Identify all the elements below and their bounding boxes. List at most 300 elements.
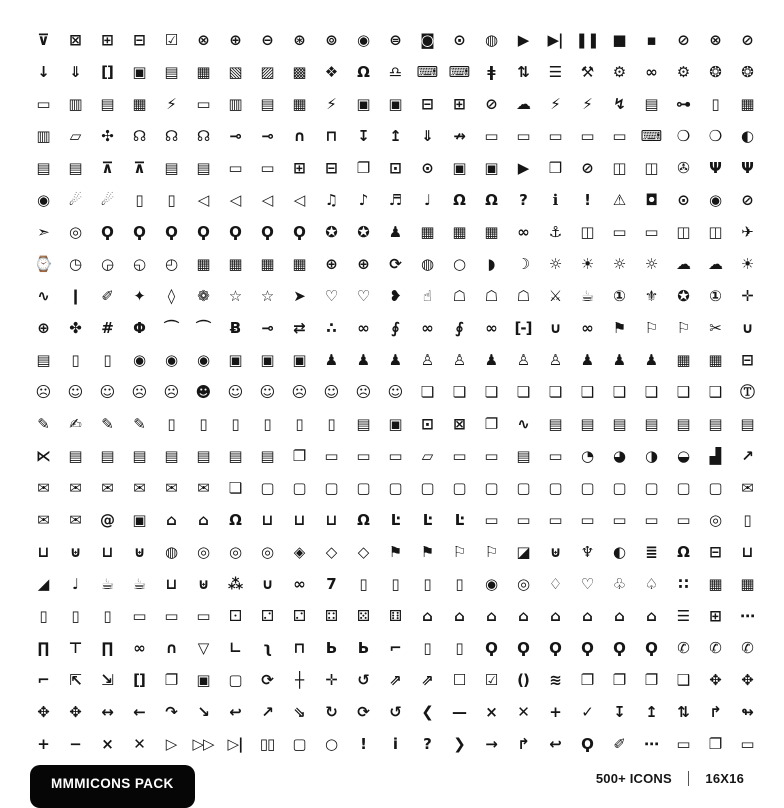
magnet-icon[interactable]: ∪ bbox=[741, 318, 753, 337]
shuffle-icon[interactable]: ↬ bbox=[741, 702, 753, 721]
repeat-icon[interactable]: ⇄ bbox=[293, 318, 305, 337]
mouse-2-icon[interactable]: ❍ bbox=[708, 126, 722, 145]
award-badge-icon[interactable]: ① bbox=[709, 286, 721, 305]
paperclip-icon[interactable]: ∮ bbox=[391, 318, 399, 337]
ellipsis-icon[interactable]: ⋯ bbox=[740, 606, 754, 625]
trash-icon[interactable]: ⊔ bbox=[37, 542, 49, 561]
expand-box-icon[interactable]: ⇱ bbox=[69, 670, 81, 689]
fast-forward-icon[interactable]: ▷▷ bbox=[192, 734, 214, 753]
mail-open-2-icon[interactable]: ✉ bbox=[69, 510, 81, 529]
archive-box-icon[interactable]: ⊟ bbox=[709, 542, 721, 561]
briefcase-icon[interactable]: ▣ bbox=[132, 510, 146, 529]
sock-icon[interactable]: ʅ bbox=[262, 638, 272, 657]
square-sort-icon[interactable]: ⇅ bbox=[517, 62, 529, 81]
square-sparkle-icon[interactable]: ❖ bbox=[324, 62, 338, 81]
wifi-icon[interactable]: ⌒ bbox=[195, 318, 210, 337]
cookie-icon[interactable]: ◍ bbox=[420, 254, 434, 273]
image-minus-icon[interactable]: ⊟ bbox=[325, 158, 337, 177]
check-icon[interactable]: ✓ bbox=[581, 702, 593, 721]
calendar-minus-icon[interactable]: ▦ bbox=[260, 254, 274, 273]
x-medium-icon[interactable]: ✕ bbox=[133, 734, 145, 753]
user-square-plus-icon[interactable]: ▣ bbox=[260, 350, 274, 369]
easel-2-icon[interactable]: ⊼ bbox=[133, 158, 145, 177]
globe-refresh-icon[interactable]: ⟳ bbox=[389, 254, 401, 273]
file-plus-2-icon[interactable]: ▯ bbox=[295, 414, 303, 433]
clock-minus-icon[interactable]: ◵ bbox=[132, 254, 146, 273]
card-heart-icon[interactable]: ▯ bbox=[391, 574, 399, 593]
die-four-icon[interactable]: ⚃ bbox=[324, 606, 338, 625]
square-arrow-down-icon[interactable]: ⇓ bbox=[69, 62, 81, 81]
trophy-icon[interactable]: ☕ bbox=[580, 286, 594, 305]
selection-brackets-icon[interactable]: [] bbox=[133, 670, 145, 689]
face-frown-icon[interactable]: ☹ bbox=[131, 382, 147, 401]
face-smile-2-icon[interactable]: ☺ bbox=[227, 382, 243, 401]
trash-up-icon[interactable]: ⊎ bbox=[133, 542, 145, 561]
clock-alert-icon[interactable]: ◴ bbox=[164, 254, 178, 273]
circle-minus-icon[interactable]: ⊖ bbox=[261, 30, 273, 49]
tag-circle-plus-icon[interactable]: ◎ bbox=[228, 542, 242, 561]
map-pin-dot-icon[interactable]: Ϙ bbox=[133, 222, 145, 241]
sun-burst-icon[interactable]: ☀ bbox=[740, 254, 754, 273]
navigation-circle-icon[interactable]: ◎ bbox=[68, 222, 82, 241]
zoom-out-icon[interactable]: Ϙ bbox=[517, 638, 529, 657]
pennant-minus-icon[interactable]: ⚐ bbox=[644, 318, 658, 337]
bell-icon[interactable]: Ω bbox=[453, 190, 465, 209]
photo-icon[interactable]: ▤ bbox=[36, 158, 50, 177]
phone-call-icon[interactable]: ✆ bbox=[677, 638, 689, 657]
image-small-2-icon[interactable]: ▨ bbox=[260, 62, 274, 81]
math-operations-icon[interactable]: ∷ bbox=[678, 574, 688, 593]
layers-icon[interactable]: ≣ bbox=[645, 542, 657, 561]
face-slight-smile-icon[interactable]: ☺ bbox=[323, 382, 339, 401]
file-plus-icon[interactable]: ▯ bbox=[199, 414, 207, 433]
sun-dim-icon[interactable]: ☼ bbox=[612, 254, 626, 273]
phone-refresh-icon[interactable]: ✆ bbox=[741, 638, 753, 657]
star-icon[interactable]: ☆ bbox=[228, 286, 242, 305]
circle-pause-icon[interactable]: ◍ bbox=[484, 30, 498, 49]
collapse-box-icon[interactable]: ⇲ bbox=[101, 670, 113, 689]
briefs-icon[interactable]: ▽ bbox=[197, 638, 209, 657]
pot-icon[interactable]: ⊔ bbox=[741, 542, 753, 561]
copy-icon[interactable]: ❐ bbox=[580, 670, 594, 689]
image-stack-icon[interactable]: ❐ bbox=[356, 158, 370, 177]
edit-square-icon[interactable]: ✍ bbox=[69, 414, 81, 433]
tag-circle-minus-icon[interactable]: ◎ bbox=[196, 542, 210, 561]
tablet-icon[interactable]: ▭ bbox=[132, 606, 146, 625]
maximize-arrows-icon[interactable]: ✥ bbox=[709, 670, 721, 689]
photo-2-icon[interactable]: ▤ bbox=[68, 158, 82, 177]
tab-heart-icon[interactable]: ❑ bbox=[644, 382, 658, 401]
gem-filled-icon[interactable]: ◈ bbox=[293, 542, 305, 561]
key-icon[interactable]: ⊸ bbox=[229, 126, 241, 145]
bag-dome-icon[interactable]: Ω bbox=[357, 62, 369, 81]
chat-check-2-icon[interactable]: ▢ bbox=[452, 478, 466, 497]
share-nodes-icon[interactable]: ∴ bbox=[326, 318, 336, 337]
cloud-swirl-icon[interactable]: ☁ bbox=[708, 254, 722, 273]
pin-user-icon[interactable]: Ϙ bbox=[293, 222, 305, 241]
bar-chart-icon[interactable]: ▟ bbox=[709, 446, 721, 465]
image-dot-icon[interactable]: ⊡ bbox=[389, 158, 401, 177]
arrow-up-turn-icon[interactable]: ↱ bbox=[517, 734, 529, 753]
battery-2-empty-icon[interactable]: ▭ bbox=[196, 94, 210, 113]
film-reel-icon[interactable]: ✇ bbox=[677, 158, 689, 177]
speaker-box-2-icon[interactable]: ▯ bbox=[167, 190, 175, 209]
face-wink-icon[interactable]: ☺ bbox=[387, 382, 403, 401]
folder-chart-icon[interactable]: ▭ bbox=[484, 446, 498, 465]
arrow-slash-icon[interactable]: ↛ bbox=[453, 126, 465, 145]
arrows-out-icon[interactable]: ✥ bbox=[37, 702, 49, 721]
mail-open-square-icon[interactable]: ⊠ bbox=[453, 414, 465, 433]
card-dot-icon[interactable]: ▯ bbox=[359, 574, 367, 593]
flag-square-icon[interactable]: ⚐ bbox=[452, 542, 466, 561]
search-small-icon[interactable]: Ϙ bbox=[581, 734, 593, 753]
collapse-center-icon[interactable]: ✛ bbox=[325, 670, 337, 689]
wallet-icon[interactable]: ▭ bbox=[516, 510, 530, 529]
search-plus-icon[interactable]: Ϙ bbox=[645, 638, 657, 657]
monitor-cast-icon[interactable]: ▭ bbox=[580, 126, 594, 145]
water-drop-icon[interactable]: ◊ bbox=[167, 286, 175, 305]
dash-icon[interactable]: — bbox=[452, 702, 466, 721]
search-icon[interactable]: Ϙ bbox=[485, 638, 497, 657]
mail-arrow-icon[interactable]: ✉ bbox=[741, 478, 753, 497]
credit-card-minus-icon[interactable]: ▭ bbox=[612, 510, 626, 529]
comment-dots-icon[interactable]: ▢ bbox=[676, 478, 690, 497]
zap-bold-icon[interactable]: ⚡ bbox=[582, 94, 592, 113]
pants-icon[interactable]: ∏ bbox=[37, 638, 49, 657]
battery-full-icon[interactable]: ▦ bbox=[132, 94, 146, 113]
tram-icon[interactable]: ◫ bbox=[708, 222, 722, 241]
clock-icon[interactable]: ◷ bbox=[68, 254, 82, 273]
arrow-left-icon[interactable]: ← bbox=[133, 702, 145, 721]
circle-small-icon[interactable]: ○ bbox=[324, 734, 338, 753]
floppy-save-2-icon[interactable]: ▣ bbox=[388, 94, 402, 113]
edit-square-minus-icon[interactable]: ✎ bbox=[133, 414, 145, 433]
star-slash-icon[interactable]: ☆ bbox=[260, 286, 274, 305]
thumbs-up-icon[interactable]: ☝ bbox=[422, 286, 432, 305]
user-minus-icon[interactable]: ♟ bbox=[388, 350, 402, 369]
cup-icon[interactable]: ⊔ bbox=[165, 574, 177, 593]
link-chain-icon[interactable]: ∞ bbox=[357, 318, 369, 337]
calculator-2-icon[interactable]: ▦ bbox=[740, 574, 754, 593]
record-ring-icon[interactable]: ◎ bbox=[516, 574, 530, 593]
monitor-cast-2-icon[interactable]: ▭ bbox=[612, 126, 626, 145]
journal-icon[interactable]: ▤ bbox=[196, 446, 210, 465]
bucket-icon[interactable]: ⊔ bbox=[261, 510, 273, 529]
stop-small-icon[interactable]: ▢ bbox=[292, 734, 306, 753]
user-3-icon[interactable]: ♙ bbox=[452, 350, 466, 369]
face-frown-2-icon[interactable]: ☹ bbox=[291, 382, 307, 401]
rects-stacked-icon[interactable]: ❐ bbox=[708, 734, 722, 753]
calendar-plus-icon[interactable]: ▦ bbox=[228, 254, 242, 273]
monitor-plus-icon[interactable]: ▭ bbox=[516, 126, 530, 145]
battery-2-charging-icon[interactable]: ⚡ bbox=[326, 94, 336, 113]
table-icon[interactable]: ⊓ bbox=[293, 638, 305, 657]
notebook-icon[interactable]: ▤ bbox=[580, 414, 594, 433]
overlap-squares-icon[interactable]: ❐ bbox=[164, 670, 178, 689]
comment-question-2-icon[interactable]: ▢ bbox=[580, 478, 594, 497]
face-smile-icon[interactable]: ☺ bbox=[67, 382, 83, 401]
pin-flag-icon[interactable]: ⚑ bbox=[612, 318, 626, 337]
info-circle-icon[interactable]: ℹ bbox=[552, 190, 558, 209]
wallet-2-icon[interactable]: ▭ bbox=[548, 510, 562, 529]
tab-minus-icon[interactable]: ❑ bbox=[612, 382, 626, 401]
diamond-suit-icon[interactable]: ♢ bbox=[548, 574, 562, 593]
usb-drive-icon[interactable]: ▯ bbox=[711, 94, 719, 113]
medal-star-icon[interactable]: ✪ bbox=[677, 286, 689, 305]
x-large-icon[interactable]: ✕ bbox=[517, 702, 529, 721]
flag-swallowtail-icon[interactable]: ⚐ bbox=[484, 542, 498, 561]
link-pill-icon[interactable]: ∞ bbox=[485, 318, 497, 337]
arrows-diagonal-in-icon[interactable]: ⇘ bbox=[293, 702, 305, 721]
image-frame-2-icon[interactable]: ▦ bbox=[196, 62, 210, 81]
globe-icon[interactable]: ⊕ bbox=[357, 254, 369, 273]
cog-2-icon[interactable]: ⚙ bbox=[676, 62, 690, 81]
laptop-icon[interactable]: ⌨ bbox=[640, 126, 662, 145]
bookmark-heart-icon[interactable]: ❏ bbox=[516, 382, 530, 401]
face-neutral-icon[interactable]: ☺ bbox=[259, 382, 275, 401]
eye-icon[interactable]: ⊙ bbox=[677, 190, 689, 209]
storefront-2-icon[interactable]: ⌂ bbox=[198, 510, 208, 529]
chat-dots-icon[interactable]: ▢ bbox=[324, 478, 338, 497]
info-icon[interactable]: i bbox=[392, 734, 398, 753]
gift-icon[interactable]: ▦ bbox=[676, 350, 690, 369]
chevron-right-small-icon[interactable]: ❯ bbox=[453, 734, 465, 753]
coin-hand-icon[interactable]: ◎ bbox=[708, 510, 722, 529]
photo-wide-2-icon[interactable]: ▭ bbox=[260, 158, 274, 177]
slot-seven-icon[interactable]: 7 bbox=[326, 574, 336, 593]
monitor-icon[interactable]: ▭ bbox=[484, 126, 498, 145]
tag-circle-alert-icon[interactable]: ◎ bbox=[260, 542, 274, 561]
pin-plus-icon[interactable]: Ϙ bbox=[229, 222, 241, 241]
thermometer-icon[interactable]: ❙ bbox=[69, 286, 81, 305]
camera-slash-icon[interactable]: ⊘ bbox=[581, 158, 593, 177]
chat-question-icon[interactable]: ▢ bbox=[292, 478, 306, 497]
frame-focus-icon[interactable]: ▣ bbox=[196, 670, 210, 689]
image-frame-icon[interactable]: ▤ bbox=[164, 62, 178, 81]
arrow-u-turn-icon[interactable]: ↩ bbox=[229, 702, 241, 721]
die-six-icon[interactable]: ⚅ bbox=[388, 606, 402, 625]
map-icon[interactable]: ▦ bbox=[420, 222, 434, 241]
battery-2-low-icon[interactable]: ▥ bbox=[228, 94, 242, 113]
heart-slash-icon[interactable]: ♡ bbox=[356, 286, 370, 305]
arrows-up-down-icon[interactable]: ⇅ bbox=[677, 702, 689, 721]
calculator-icon[interactable]: ▦ bbox=[708, 574, 722, 593]
club-suit-icon[interactable]: ♧ bbox=[612, 574, 626, 593]
reply-icon[interactable]: ↩ bbox=[549, 734, 561, 753]
x-small-icon[interactable]: × bbox=[101, 734, 113, 753]
zoom-in-icon[interactable]: Ϙ bbox=[549, 638, 561, 657]
face-sad-2-icon[interactable]: ☹ bbox=[163, 382, 179, 401]
motorcycle-icon[interactable]: ∞ bbox=[517, 222, 529, 241]
notebook-minus-icon[interactable]: ▤ bbox=[612, 414, 626, 433]
tab-alert-icon[interactable]: ❑ bbox=[708, 382, 722, 401]
chat-alert-icon[interactable]: ▢ bbox=[388, 478, 402, 497]
upload-circle-icon[interactable]: ↥ bbox=[389, 126, 401, 145]
video-camera-2-icon[interactable]: ◫ bbox=[644, 158, 658, 177]
image-inverted-icon[interactable]: ▩ bbox=[292, 62, 306, 81]
lamp-dome-icon[interactable]: ♎ bbox=[388, 62, 402, 81]
pencil-icon[interactable]: ✎ bbox=[37, 414, 49, 433]
receipt-2-icon[interactable]: ▤ bbox=[740, 414, 754, 433]
id-badge-photo-icon[interactable]: ▯ bbox=[103, 350, 111, 369]
minimize-arrows-icon[interactable]: ✥ bbox=[741, 670, 753, 689]
chart-wave-square-icon[interactable]: ∿ bbox=[517, 414, 529, 433]
folder-magnet-icon[interactable]: ▭ bbox=[388, 446, 402, 465]
goggles-icon[interactable]: ∞ bbox=[133, 638, 145, 657]
play-skip-icon[interactable]: ▷| bbox=[227, 734, 243, 753]
clock-plus-icon[interactable]: ◶ bbox=[100, 254, 114, 273]
no-entry-icon[interactable]: ⊘ bbox=[741, 30, 753, 49]
download-circle-icon[interactable]: ↧ bbox=[357, 126, 369, 145]
trash-minus-icon[interactable]: ⊔ bbox=[101, 542, 113, 561]
face-surprised-icon[interactable]: ☻ bbox=[195, 382, 211, 401]
die-two-2-icon[interactable]: ⚁ bbox=[292, 606, 306, 625]
poker-chip-icon[interactable]: ◉ bbox=[484, 574, 498, 593]
dongle-icon[interactable]: ▱ bbox=[69, 126, 81, 145]
pencil-small-icon[interactable]: ✐ bbox=[613, 734, 625, 753]
clipboard-icon[interactable]: ▤ bbox=[68, 446, 82, 465]
sword-icon[interactable]: ⚔ bbox=[548, 286, 562, 305]
phone-minus-icon[interactable]: ▯ bbox=[103, 606, 111, 625]
eye-slash-icon[interactable]: ⊘ bbox=[741, 190, 753, 209]
home-arch-icon[interactable]: ⌂ bbox=[454, 606, 464, 625]
users-minus-icon[interactable]: ♙ bbox=[516, 350, 530, 369]
knot-badge-icon[interactable]: ✤ bbox=[69, 318, 81, 337]
spade-suit-icon[interactable]: ♤ bbox=[644, 574, 658, 593]
music-note-plus-icon[interactable]: ♬ bbox=[388, 190, 402, 209]
phone-plus-icon[interactable]: ▯ bbox=[71, 606, 79, 625]
tag-x-icon[interactable]: ⋉ bbox=[36, 446, 50, 465]
tab-plus-icon[interactable]: ❑ bbox=[580, 382, 594, 401]
paint-brush-icon[interactable]: ♆ bbox=[580, 542, 594, 561]
user-circle-plus-icon[interactable]: ◉ bbox=[164, 350, 178, 369]
bookmark-plus-icon[interactable]: ❏ bbox=[452, 382, 466, 401]
gem-dot-icon[interactable]: ◇ bbox=[325, 542, 337, 561]
user-circle-icon[interactable]: ◉ bbox=[132, 350, 146, 369]
file-2-icon[interactable]: ▯ bbox=[263, 414, 271, 433]
paperclip-2-icon[interactable]: ∮ bbox=[455, 318, 463, 337]
hashtag-icon[interactable]: # bbox=[101, 318, 113, 337]
home-5-icon[interactable]: ⌂ bbox=[646, 606, 656, 625]
clipboard-plus-icon[interactable]: ▤ bbox=[132, 446, 146, 465]
sweater-icon[interactable]: ∩ bbox=[165, 638, 177, 657]
question-icon[interactable]: ? bbox=[423, 734, 431, 753]
webcam-icon[interactable]: ◉ bbox=[36, 190, 50, 209]
id-card-icon[interactable]: ▤ bbox=[36, 350, 50, 369]
headphones-2-icon[interactable]: ☊ bbox=[196, 126, 210, 145]
inbox-square-icon[interactable]: ⊡ bbox=[421, 414, 433, 433]
microphone-slash-icon[interactable]: Ψ bbox=[741, 158, 753, 177]
easel-icon[interactable]: ⊼ bbox=[101, 158, 113, 177]
camera-icon[interactable]: ▣ bbox=[452, 158, 466, 177]
compass-icon[interactable]: ✪ bbox=[325, 222, 337, 241]
train-icon[interactable]: ◫ bbox=[676, 222, 690, 241]
sparkle-icon[interactable]: ✦ bbox=[133, 286, 145, 305]
journal-minus-icon[interactable]: ▤ bbox=[228, 446, 242, 465]
map-pin-minus-icon[interactable]: Ϙ bbox=[197, 222, 209, 241]
search-minus-icon[interactable]: Ϙ bbox=[613, 638, 625, 657]
arrow-down-right-icon[interactable]: ↘ bbox=[197, 702, 209, 721]
battery-2-medium-icon[interactable]: ▤ bbox=[260, 94, 274, 113]
flower-badge-icon[interactable]: ❁ bbox=[197, 286, 209, 305]
face-laugh-icon[interactable]: ☺ bbox=[99, 382, 115, 401]
circle-x-icon[interactable]: ⊗ bbox=[197, 30, 209, 49]
battery-medium-icon[interactable]: ▤ bbox=[100, 94, 114, 113]
file-save-icon[interactable]: ▣ bbox=[388, 414, 402, 433]
layers-dashed-icon[interactable]: ≋ bbox=[549, 670, 561, 689]
basket-2-icon[interactable]: ⊔ bbox=[325, 510, 337, 529]
undo-circle-icon[interactable]: ↺ bbox=[389, 702, 401, 721]
needle-icon[interactable]: ✐ bbox=[101, 286, 113, 305]
paint-can-icon[interactable]: ⊎ bbox=[549, 542, 561, 561]
photo-card-icon[interactable]: ▤ bbox=[164, 158, 178, 177]
circle-stop-icon[interactable]: ◙ bbox=[420, 30, 434, 49]
circle-check-icon[interactable]: ⊛ bbox=[293, 30, 305, 49]
users-group-minus-icon[interactable]: ♟ bbox=[644, 350, 658, 369]
shield-x-icon[interactable]: ☖ bbox=[484, 286, 498, 305]
bed-icon[interactable]: ⌐ bbox=[389, 638, 401, 657]
mail-alert-icon[interactable]: ✉ bbox=[101, 478, 113, 497]
square-play-icon[interactable]: ▶ bbox=[517, 30, 529, 49]
van-icon[interactable]: ▭ bbox=[612, 222, 626, 241]
users-three-icon[interactable]: ♟ bbox=[580, 350, 594, 369]
square-x-icon[interactable]: ⊠ bbox=[69, 30, 81, 49]
bus-icon[interactable]: ◫ bbox=[580, 222, 594, 241]
flag-wave-icon[interactable]: ⚑ bbox=[388, 542, 402, 561]
battery-charging-icon[interactable]: ⚡ bbox=[166, 94, 176, 113]
floppy-minus-icon[interactable]: ⊟ bbox=[421, 94, 433, 113]
pie-chart-2-icon[interactable]: ◕ bbox=[612, 446, 626, 465]
arrow-turn-up-icon[interactable]: ↱ bbox=[709, 702, 721, 721]
monitor-minus-icon[interactable]: ▭ bbox=[548, 126, 562, 145]
home-4-icon[interactable]: ⌂ bbox=[614, 606, 624, 625]
copy-pages-icon[interactable]: ❐ bbox=[292, 446, 306, 465]
sliders-vertical-icon[interactable]: ǂ bbox=[487, 62, 495, 81]
camera-lock-icon[interactable]: ▣ bbox=[484, 158, 498, 177]
sun-icon[interactable]: ☼ bbox=[548, 254, 562, 273]
users-group-plus-icon[interactable]: ♟ bbox=[612, 350, 626, 369]
link-diagonal-icon[interactable]: ⊸ bbox=[261, 318, 273, 337]
wifi-arc-icon[interactable]: ⌒ bbox=[163, 318, 178, 337]
moon-half-icon[interactable]: ◗ bbox=[487, 254, 495, 273]
trousers-icon[interactable]: ∏ bbox=[101, 638, 113, 657]
arrows-diagonal-icon[interactable]: ↗ bbox=[261, 702, 273, 721]
file-icon[interactable]: ▯ bbox=[167, 414, 175, 433]
bluetooth-icon[interactable]: Ƀ bbox=[229, 318, 241, 337]
mail-x-icon[interactable]: ✉ bbox=[197, 478, 209, 497]
tablet-plus-icon[interactable]: ▭ bbox=[164, 606, 178, 625]
journal-plus-icon[interactable]: ▤ bbox=[260, 446, 274, 465]
volume-high-icon[interactable]: ◁ bbox=[293, 190, 305, 209]
tshirt-icon[interactable]: ⊤ bbox=[68, 638, 82, 657]
photo-wide-icon[interactable]: ▭ bbox=[228, 158, 242, 177]
dashed-square-icon[interactable]: ▢ bbox=[228, 670, 242, 689]
battery-empty-icon[interactable]: ▭ bbox=[36, 94, 50, 113]
cloud-power-icon[interactable]: ☁ bbox=[516, 94, 530, 113]
popsicle-icon[interactable]: ♩ bbox=[71, 574, 79, 593]
headset-icon[interactable]: ☊ bbox=[164, 126, 178, 145]
pin-minus-icon[interactable]: Ϙ bbox=[261, 222, 273, 241]
circle-chevron-down-icon[interactable]: ⊚ bbox=[325, 30, 337, 49]
id-badge-icon[interactable]: ▯ bbox=[71, 350, 79, 369]
chair-icon[interactable]: Ь bbox=[325, 638, 337, 657]
book-bookmark-icon[interactable]: ▤ bbox=[676, 414, 690, 433]
face-sad-icon[interactable]: ☹ bbox=[35, 382, 51, 401]
bell-slash-icon[interactable]: Ω bbox=[485, 190, 497, 209]
notebook-spiral-icon[interactable]: ▤ bbox=[548, 414, 562, 433]
globe-grid-icon[interactable]: ⊕ bbox=[325, 254, 337, 273]
chain-small-icon[interactable]: ∞ bbox=[581, 318, 593, 337]
